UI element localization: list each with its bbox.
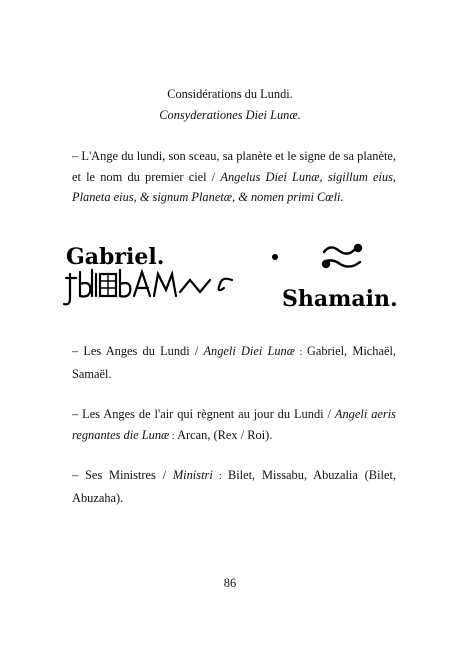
colon: : [295,347,307,358]
paragraph-ministers [72,465,396,508]
paragraph-latin: Angeli Diei Lunæ [203,344,295,358]
paragraph-french: – Les Anges du Lundi / [72,344,204,358]
planet-sign-icon [323,245,361,267]
chapter-heading [60,84,400,125]
seal-heaven-name: Shamain. [282,286,398,312]
paragraph-french: – L'Ange du lundi, son sceau, sa planète et le signe de sa planète, et le nom du premier ciel / [72,149,396,184]
seal-angel-name: Gabriel. [66,244,165,270]
paragraph-latin: Angeli aeris regnantes die Lunæ [72,407,396,442]
angel-seal-figure [62,236,402,314]
paragraph-french: – Ses Ministres / [72,468,173,482]
paragraph-latin: Ministri [172,468,213,482]
angel-names: Arcan, (Rex / Roi). [177,427,273,442]
paragraph-latin: Angelus Diei Lunæ, sigillum eius, Planeta eius, & signum Planetæ, & nomen primi Cœli. [72,169,396,205]
moon-symbol-icon [267,244,280,270]
colon: : [169,430,178,442]
seal-illustration [62,236,402,314]
colon: : [212,471,228,482]
paragraph-angels-of-monday [72,341,396,384]
paragraph-air-angels [72,404,396,447]
angel-names: Gabriel, Michaël, Samaël. [72,344,397,381]
paragraph-angel-of-monday [72,146,396,208]
page-number: 86 [223,576,237,590]
sigil-icon [64,270,232,304]
minister-names: Bilet, Missabu, Abuzalia (Bilet, Abuzaha). [72,468,396,505]
heading-latin: Consyderationes Diei Lunæ. [159,107,301,122]
heading-french: Considérations du Lundi. [167,87,293,101]
paragraph-french: – Les Anges de l'air qui règnent au jour du Lundi / [72,407,335,421]
